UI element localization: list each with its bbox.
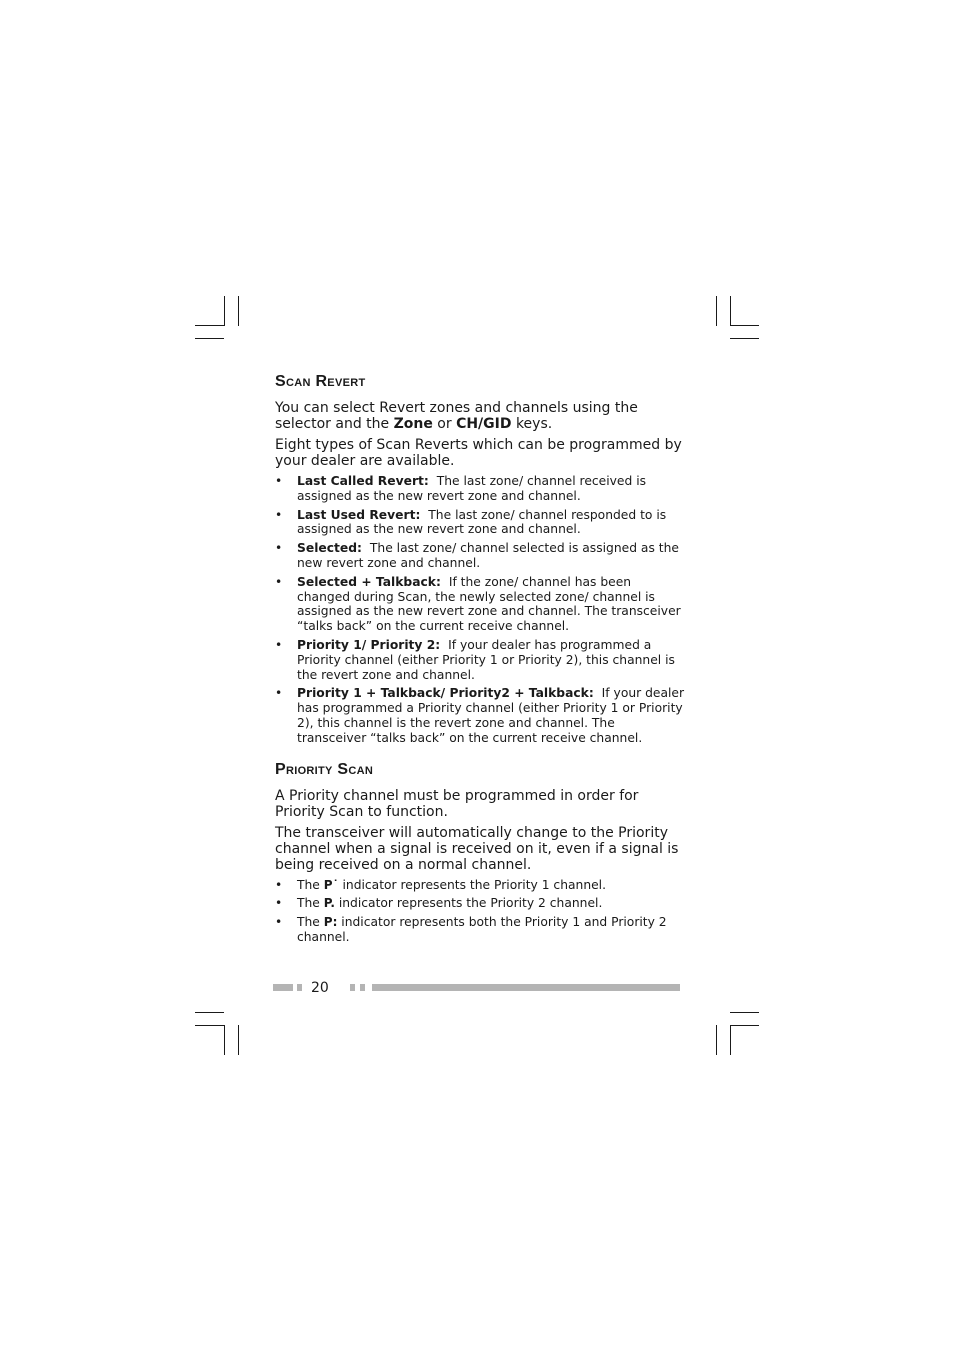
bullet-term: Last Called Revert: — [297, 474, 429, 488]
bullet-text: If your dealer has programmed a Priority channel (either Priority 1 or Priority 2), this channel is the revert zone and channel. The transceiver “talks back” on the current receive channel. — [297, 686, 685, 745]
bullet-term: Selected: — [297, 541, 362, 556]
footer-bar-block — [360, 984, 365, 991]
footer-bar-long — [372, 984, 680, 991]
crop-mark-bottom-left-horizontal-outer — [195, 1012, 224, 1013]
section-heading-scan-revert: Scan Revert — [275, 373, 366, 390]
ch-gid-key-label: CH/GID — [456, 416, 512, 432]
crop-mark-bottom-left-vertical-outer — [238, 1025, 239, 1055]
bullet-prefix: The — [297, 915, 324, 930]
bullet-text: If the zone/ channel has been changed during Scan, the newly selected zone/ channel is assigned as the new revert zone and channel. The transceiver “talks back” on the current receive channel. — [297, 574, 681, 634]
bullet-prefix: The — [297, 896, 324, 911]
priority-indicator-list — [275, 878, 685, 945]
list-item — [275, 686, 685, 745]
page-number: 20 — [311, 980, 329, 996]
crop-mark-top-right-horizontal — [730, 325, 759, 326]
intro-text-suffix: keys. — [511, 416, 553, 432]
scan-revert-types-paragraph: Eight types of Scan Reverts which can be programmed by your dealer are available. — [275, 437, 682, 469]
priority-scan-paragraph-2: The transceiver will automatically change to the Priority channel when a signal is received on it, even if a signal is being received on a normal channel. — [275, 824, 679, 873]
crop-mark-bottom-right-horizontal-outer — [730, 1012, 759, 1013]
bullet-text: indicator represents both the Priority 1 and Priority 2 channel. — [297, 915, 667, 944]
zone-key-label: Zone — [393, 416, 433, 432]
list-item — [275, 896, 685, 911]
bullet-text: indicator represents the Priority 2 channel. — [334, 896, 603, 911]
priority-scan-paragraph-1: A Priority channel must be programmed in order for Priority Scan to function. — [275, 787, 639, 820]
crop-mark-bottom-right-vertical-outer — [716, 1025, 717, 1055]
scan-revert-intro — [275, 400, 685, 432]
crop-mark-top-left-vertical-outer — [238, 296, 239, 326]
priority-2-indicator-icon: P. — [323, 896, 335, 911]
footer-bar-block — [350, 984, 355, 991]
crop-mark-top-left-horizontal — [195, 325, 224, 326]
list-item — [275, 575, 685, 634]
list-item — [275, 638, 685, 682]
list-item — [275, 474, 685, 504]
intro-text-prefix: You can select Revert zones and channels using the selector and the — [275, 400, 638, 432]
crop-mark-top-left-vertical — [224, 296, 225, 326]
page-footer — [273, 980, 683, 998]
list-item — [275, 915, 685, 945]
crop-mark-bottom-left-horizontal — [195, 1025, 224, 1026]
bullet-text: The last zone/ channel received is assigned as the new revert zone and channel. — [297, 474, 647, 503]
crop-mark-bottom-left-vertical — [224, 1025, 225, 1055]
scan-revert-list — [275, 474, 685, 746]
list-item — [275, 878, 685, 893]
crop-mark-bottom-right-vertical — [730, 1025, 731, 1055]
footer-bar-block — [273, 984, 293, 991]
bullet-term: Priority 1/ Priority 2: — [297, 637, 441, 652]
bullet-text: If your dealer has programmed a Priority channel (either Priority 1 or Priority 2), this channel is the revert zone and channel. — [297, 637, 675, 682]
crop-mark-top-right-horizontal-outer — [730, 338, 759, 339]
intro-or-word: or — [432, 416, 457, 432]
crop-mark-top-right-vertical — [730, 296, 731, 326]
bullet-text: The last zone/ channel selected is assigned as the new revert zone and channel. — [297, 541, 679, 570]
priority-1-indicator-icon: P˙ — [323, 877, 339, 892]
bullet-prefix: The — [297, 877, 324, 892]
footer-bar-block — [297, 984, 302, 991]
crop-mark-top-right-vertical-outer — [716, 296, 717, 326]
bullet-term: Selected + Talkback: — [297, 574, 441, 589]
section-heading-priority-scan: Priority Scan — [275, 760, 374, 778]
crop-mark-bottom-right-horizontal — [730, 1025, 759, 1026]
page-content — [275, 372, 685, 949]
bullet-term: Last Used Revert: — [297, 507, 421, 522]
bullet-term: Priority 1 + Talkback/ Priority2 + Talkback: — [297, 686, 594, 701]
priority-both-indicator-icon: P: — [323, 915, 338, 930]
crop-mark-top-left-horizontal-outer — [195, 338, 224, 339]
bullet-text: The last zone/ channel responded to is assigned as the new revert zone and channel. — [297, 507, 667, 537]
bullet-text: indicator represents the Priority 1 channel. — [338, 877, 606, 892]
list-item — [275, 508, 685, 538]
list-item — [275, 541, 685, 571]
